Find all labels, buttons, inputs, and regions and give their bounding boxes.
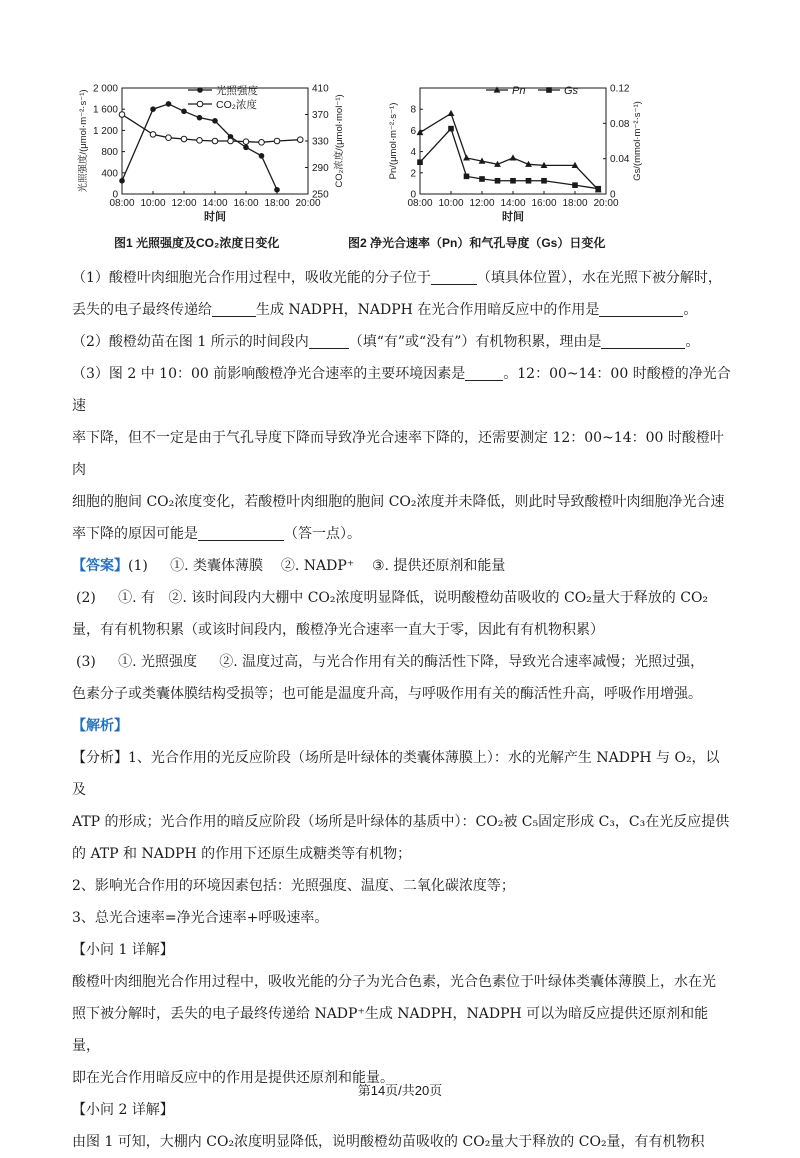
legend-label: 光照强度 (216, 85, 258, 97)
q3-line2: 率下降，但不一定是由于气孔导度下降而导致净光合速率下降的，还需要测定 12：00~14：00 时酸橙叶肉 (72, 430, 724, 478)
analysis-tag: 【解析】 (72, 718, 128, 734)
y-left-tick-label: 800 (101, 147, 118, 159)
data-point (541, 178, 547, 184)
data-point (228, 138, 234, 144)
x-tick-label: 14:00 (500, 198, 526, 209)
sub1-heading: 【小问 1 详解】 (72, 942, 174, 958)
data-point (448, 110, 455, 116)
data-point (243, 139, 249, 145)
y-left-tick-label: 400 (101, 168, 118, 180)
answer-1-num: (1) (128, 558, 148, 574)
y-right-tick-label: 410 (312, 83, 329, 95)
data-point (448, 126, 454, 132)
answer-3-2: ②. 温度过高，与光合作用有关的酶活性下降，导致光合速率减慢；光照过强， (219, 654, 705, 670)
y-right-axis-title: CO₂浓度/(μmol·mol⁻¹) (334, 94, 345, 188)
q2-blank-2 (601, 330, 685, 349)
data-point (572, 182, 578, 188)
answer-line3: 量，有有机物积累（或该时间段内，酸橙净光合速率一直大于零，因此有有机物积累） (72, 622, 604, 638)
y-left-tick-label: 4 (410, 147, 416, 159)
data-point (297, 137, 303, 143)
series-line-1 (420, 113, 598, 189)
y-left-tick-label: 2 000 (92, 83, 118, 95)
x-tick-label: 10:00 (438, 198, 464, 209)
y-left-tick-label: 1 600 (92, 104, 118, 116)
q1-line2 (72, 294, 732, 326)
sub2-line1: 由图 1 可知，大棚内 CO₂浓度明显降低，说明酸橙幼苗吸收的 CO₂量大于释放的 CO₂量，有有机物积 (72, 1134, 705, 1150)
data-point (166, 101, 172, 107)
data-point (510, 154, 517, 160)
q1-text-e: 。 (683, 302, 698, 318)
analysis-line5: 3、总光合速率=净光合速率+呼吸速率。 (72, 910, 329, 926)
answer-line1 (72, 550, 732, 582)
chart2-svg (368, 78, 668, 228)
y-left-tick-label: 0 (112, 189, 118, 201)
chart2-caption: 图2 净光合速率（Pn）和气孔导度（Gs）日变化 (348, 236, 606, 250)
question-content (72, 262, 732, 1158)
chart-light-co2 (70, 78, 370, 238)
q2-text-c: 。 (685, 334, 700, 350)
data-point (464, 174, 470, 180)
data-point (197, 115, 203, 121)
y-left-tick-label: 6 (410, 125, 416, 137)
q3-blank-1 (465, 362, 503, 381)
analysis-heading (72, 710, 732, 742)
x-tick-label: 12:00 (171, 198, 197, 209)
q3-text-a: （3）图 2 中 10：00 前影响酸橙净光合速率的主要环境因素是 (72, 366, 466, 382)
q3-text-b: 。12：00~14：00 时酸橙的净光合速 (72, 366, 731, 414)
q3-text-c: 率下降的原因可能是 (72, 526, 198, 542)
data-point (259, 153, 265, 159)
x-tick-label: 14:00 (202, 198, 228, 209)
data-point (119, 112, 125, 118)
page-footer: 第14页/共20页 (357, 1083, 443, 1098)
legend-label: CO₂浓度 (216, 99, 257, 111)
y-right-tick-label: 330 (312, 136, 329, 148)
data-point (495, 178, 501, 184)
data-point (595, 186, 601, 192)
x-tick-label: 16:00 (233, 198, 259, 209)
y-right-tick-label: 0.04 (610, 154, 630, 166)
legend-label: Gs (564, 85, 579, 97)
data-point (166, 135, 172, 141)
answer-line2 (72, 582, 732, 614)
analysis-line4: 2、影响光合作用的环境因素包括：光照强度、温度、二氧化碳浓度等； (72, 878, 515, 894)
y-right-tick-label: 290 (312, 163, 329, 174)
q3-line3: 细胞的胞间 CO₂浓度变化，若酸橙叶肉细胞的胞间 CO₂浓度并未降低，则此时导致酸橙叶肉细胞净光合速 (72, 494, 725, 510)
y-right-tick-label: 0 (610, 189, 616, 201)
x-axis-label: 时间 (204, 211, 226, 223)
answer-3-1: ①. 光照强度 (118, 654, 198, 670)
answer-1-2: ②. NADP⁺ (280, 558, 355, 574)
q2-blank-1 (309, 330, 349, 349)
y-left-tick-label: 2 (410, 168, 416, 180)
x-tick-label: 18:00 (562, 198, 588, 209)
data-point (212, 138, 218, 144)
y-right-tick-label: 0.08 (610, 118, 630, 130)
q3-blank-2 (198, 522, 284, 541)
q2-text-a: （2）酸橙幼苗在图 1 所示的时间段内 (72, 334, 309, 350)
data-point (197, 138, 203, 144)
x-tick-label: 18:00 (264, 198, 290, 209)
y-right-tick-label: 250 (312, 189, 329, 201)
answer-1-1: ①. 类囊体薄膜 (170, 558, 264, 574)
q3-line1 (72, 358, 732, 422)
y-left-tick-label: 0 (410, 189, 416, 201)
y-right-axis-title: Gs/(mmol·m⁻²·s⁻¹) (632, 101, 643, 181)
data-point (150, 132, 156, 138)
sub1-line1: 酸橙叶肉细胞光合作用过程中，吸收光能的分子为光合色素，光合色素位于叶绿体类囊体薄膜上，水在光 (72, 974, 716, 990)
analysis-line2: ATP 的形成；光合作用的暗反应阶段（场所是叶绿体的基质中）：CO₂被 C₅固定形成 C₃，C₃在光反应提供 (72, 814, 730, 830)
x-tick-label: 08:00 (407, 198, 433, 209)
data-point (510, 178, 516, 184)
answer-3-num: (3) (76, 654, 96, 670)
q2-line (72, 326, 732, 358)
data-point (212, 118, 218, 124)
q1-text-a: （1）酸橙叶肉细胞光合作用过程中，吸收光能的分子位于 (72, 270, 431, 286)
y-left-axis-title: Pn/(μmol·m⁻²·s⁻¹) (388, 102, 399, 180)
data-point (119, 178, 125, 184)
x-tick-label: 10:00 (140, 198, 166, 209)
legend-marker (197, 87, 203, 93)
data-point (463, 154, 470, 160)
q1-line1 (72, 262, 732, 294)
data-point (417, 129, 424, 135)
chart1-caption: 图1 光照强度及CO₂浓度日变化 (114, 236, 280, 250)
data-point (259, 140, 265, 146)
series-line-2 (420, 129, 598, 189)
answer-2-2: ②. 该时间段内大棚中 CO₂浓度明显降低，说明酸橙幼苗吸收的 CO₂量大于释放的 CO₂ (168, 590, 709, 606)
q3-text-d: （答一点）。 (284, 526, 361, 542)
answer-1-3: ③. 提供还原剂和能量 (371, 558, 506, 574)
legend-marker (197, 101, 203, 107)
x-tick-label: 20:00 (593, 198, 619, 209)
fenxi-1: 1、光合作用的光反应阶段（场所是叶绿体的类囊体薄膜上）：水的光解产生 NADPH 与 O₂，以及 (72, 750, 720, 798)
q1-text-d: 生成 NADPH，NADPH 在光合作用暗反应中的作用是 (256, 302, 600, 318)
answer-line4 (72, 646, 732, 678)
q2-text-b: （填“有”或“没有”）有机物积累，理由是 (348, 334, 602, 350)
figure-area (70, 78, 670, 260)
data-point (181, 109, 187, 115)
legend-marker (546, 87, 552, 93)
data-point (417, 159, 423, 165)
q1-text-b: （填具体位置），水在光照下被分解时， (476, 270, 722, 286)
y-left-tick-label: 8 (410, 104, 416, 116)
q1-blank-3 (599, 298, 683, 317)
x-tick-label: 12:00 (469, 198, 495, 209)
data-point (150, 106, 156, 112)
data-point (274, 187, 280, 193)
y-left-tick-label: 1 200 (92, 125, 118, 137)
x-axis-label: 时间 (502, 211, 524, 223)
q3-line4 (72, 518, 732, 550)
data-point (181, 136, 187, 142)
q1-blank-2 (212, 298, 256, 317)
analysis-line1 (72, 742, 732, 806)
sub2-heading: 【小问 2 详解】 (72, 1102, 174, 1118)
answer-line5: 色素分子或类囊体膜结构受损等；也可能是温度升高，与呼吸作用有关的酶活性升高，呼吸作用增强。 (72, 686, 702, 702)
y-right-tick-label: 0.12 (610, 83, 630, 95)
sub1-line3: 即在光合作用暗反应中的作用是提供还原剂和能量。 (72, 1070, 394, 1086)
answer-2-num: (2) (76, 590, 96, 606)
sub1-line2: 照下被分解时，丢失的电子最终传递给 NADP⁺生成 NADPH，NADPH 可以为暗反应提供还原剂和能量， (72, 1006, 709, 1054)
data-point (274, 138, 280, 144)
answer-tag: 【答案】 (72, 558, 128, 574)
x-tick-label: 08:00 (109, 198, 135, 209)
data-point (526, 178, 532, 184)
x-tick-label: 20:00 (295, 198, 321, 209)
q1-text-c: 丢失的电子最终传递给 (72, 302, 212, 318)
q1-blank-1 (431, 266, 477, 285)
x-tick-label: 16:00 (531, 198, 557, 209)
data-point (479, 176, 485, 182)
fenxi-tag: 【分析】 (72, 750, 128, 766)
data-point (243, 145, 249, 151)
answer-2-1: ①. 有 (118, 590, 156, 606)
chart1-svg (70, 78, 370, 228)
y-right-tick-label: 370 (312, 110, 329, 121)
y-left-axis-title: 光照强度/(μmol·m⁻²·s⁻¹) (78, 89, 89, 193)
analysis-line3: 的 ATP 和 NADPH 的作用下还原生成糖类等有机物； (72, 846, 412, 862)
legend-label: Pn (512, 85, 526, 97)
chart-pn-gs (368, 78, 668, 238)
